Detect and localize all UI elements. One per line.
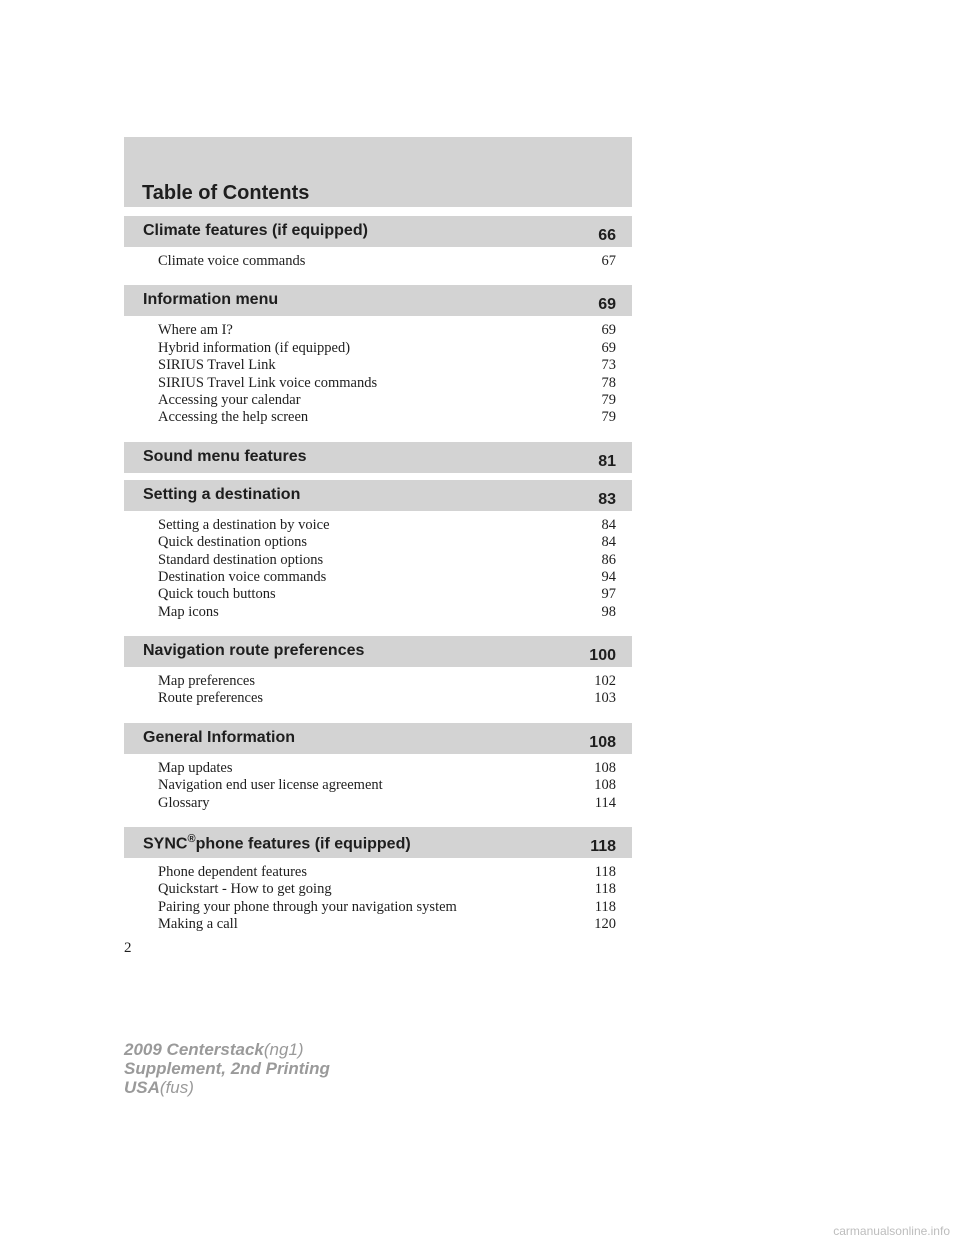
section-header[interactable] [124,636,632,667]
toc-section [124,442,632,473]
toc-entry[interactable] [158,604,616,621]
table-of-contents [124,216,632,949]
section-items [124,667,632,708]
toc-entry[interactable] [158,586,616,603]
toc-entry[interactable] [158,375,616,392]
toc-entry-page: 118 [594,864,616,881]
toc-section [124,480,632,621]
section-header[interactable] [124,442,632,473]
toc-entry-label: Pairing your phone through your navigation system [158,898,457,915]
toc-entry[interactable] [158,552,616,569]
footer-line-2: Supplement, 2nd Printing [124,1059,330,1078]
toc-entry-page: 73 [601,357,616,374]
section-items [124,858,632,934]
toc-entry-label: Phone dependent features [158,864,307,881]
footer [124,1040,330,1097]
toc-entry-page: 67 [601,253,616,269]
toc-entry-page: 114 [594,794,616,811]
toc-entry-page: 86 [601,551,616,568]
toc-entry[interactable] [158,864,616,881]
section-title: Setting a destination [143,485,301,503]
toc-entry-page: 79 [601,409,616,426]
watermark: carmanualsonline.info [833,1224,950,1238]
toc-entry-label: SIRIUS Travel Link [158,357,276,374]
toc-entry-label: Climate voice commands [158,253,306,269]
toc-entry-page: 69 [601,339,616,356]
section-page-number: 118 [590,838,616,856]
section-title: SYNC®phone features (if equipped) [143,833,411,853]
toc-entry-page: 118 [594,881,616,898]
section-items [124,316,632,426]
toc-section [124,723,632,812]
toc-entry-label: Setting a destination by voice [158,516,330,533]
toc-header-bar [124,137,632,207]
section-title: Climate features (if equipped) [143,222,368,239]
toc-entry-label: Quick destination options [158,534,308,551]
toc-entry-page: 98 [601,603,616,620]
section-title: Information menu [143,291,279,309]
toc-section [124,216,632,270]
section-items [124,511,632,621]
toc-entry[interactable] [158,899,616,916]
toc-entry-label: Standard destination options [158,551,324,568]
section-title: Navigation route preferences [143,642,365,660]
footer-line-3: USA(fus) [124,1078,194,1097]
toc-entry-label: SIRIUS Travel Link voice commands [158,374,378,391]
toc-section [124,827,632,934]
toc-entry-label: Quick touch buttons [158,586,276,603]
toc-entry[interactable] [158,795,616,812]
section-title: General Information [143,728,296,746]
section-items [124,247,632,270]
toc-entry[interactable] [158,760,616,777]
toc-entry-label: Hybrid information (if equipped) [158,339,351,356]
toc-entry[interactable] [158,690,616,707]
toc-entry-label: Making a call [158,916,238,933]
toc-entry[interactable] [158,916,616,933]
section-title: Sound menu features [143,447,307,465]
section-page-number: 81 [598,452,616,470]
toc-entry-label: Navigation end user license agreement [158,777,383,794]
toc-entry-page: 102 [594,673,616,690]
toc-entry[interactable] [158,322,616,339]
section-header[interactable] [124,827,632,858]
toc-entry-label: Quickstart - How to get going [158,881,332,898]
toc-entry-page: 97 [601,586,616,603]
toc-entry-label: Map icons [158,603,219,620]
toc-entry[interactable] [158,392,616,409]
toc-entry[interactable] [158,881,616,898]
toc-entry-page: 94 [601,568,616,585]
toc-entry-page: 69 [601,322,616,339]
toc-entry-label: Accessing your calendar [158,391,301,408]
section-header[interactable] [124,285,632,316]
page-number: 2 [124,940,132,956]
toc-entry-page: 118 [594,898,616,915]
toc-entry-page: 79 [601,391,616,408]
toc-entry[interactable] [158,673,616,690]
toc-entry-page: 84 [601,516,616,533]
toc-entry-page: 120 [594,916,616,933]
toc-entry[interactable] [158,253,616,270]
footer-line-1: 2009 Centerstack(ng1) [124,1040,304,1059]
toc-entry-label: Map updates [158,759,233,776]
toc-entry-page: 103 [594,690,616,707]
toc-section [124,285,632,426]
toc-entry[interactable] [158,409,616,426]
page-title: Table of Contents [142,182,310,204]
section-page-number: 108 [589,733,616,751]
toc-entry-page: 84 [601,534,616,551]
section-page-number: 66 [598,227,616,244]
section-header[interactable] [124,723,632,754]
toc-entry[interactable] [158,534,616,551]
toc-entry-label: Where am I? [158,322,233,339]
toc-entry[interactable] [158,357,616,374]
section-page-number: 100 [589,647,616,665]
toc-entry-label: Destination voice commands [158,568,327,585]
toc-entry[interactable] [158,569,616,586]
toc-entry-label: Route preferences [158,690,264,707]
section-header[interactable] [124,216,632,247]
toc-entry-page: 108 [594,759,616,776]
section-page-number: 83 [598,490,616,508]
toc-section [124,636,632,708]
section-header[interactable] [124,480,632,511]
toc-entry-label: Glossary [158,794,210,811]
section-items [124,754,632,812]
toc-entry-label: Accessing the help screen [158,409,309,426]
section-page-number: 69 [598,296,616,314]
toc-entry-page: 78 [601,374,616,391]
toc-entry[interactable] [158,340,616,357]
toc-entry[interactable] [158,517,616,534]
toc-entry-page: 108 [594,777,616,794]
toc-entry-label: Map preferences [158,673,256,690]
toc-entry[interactable] [158,777,616,794]
